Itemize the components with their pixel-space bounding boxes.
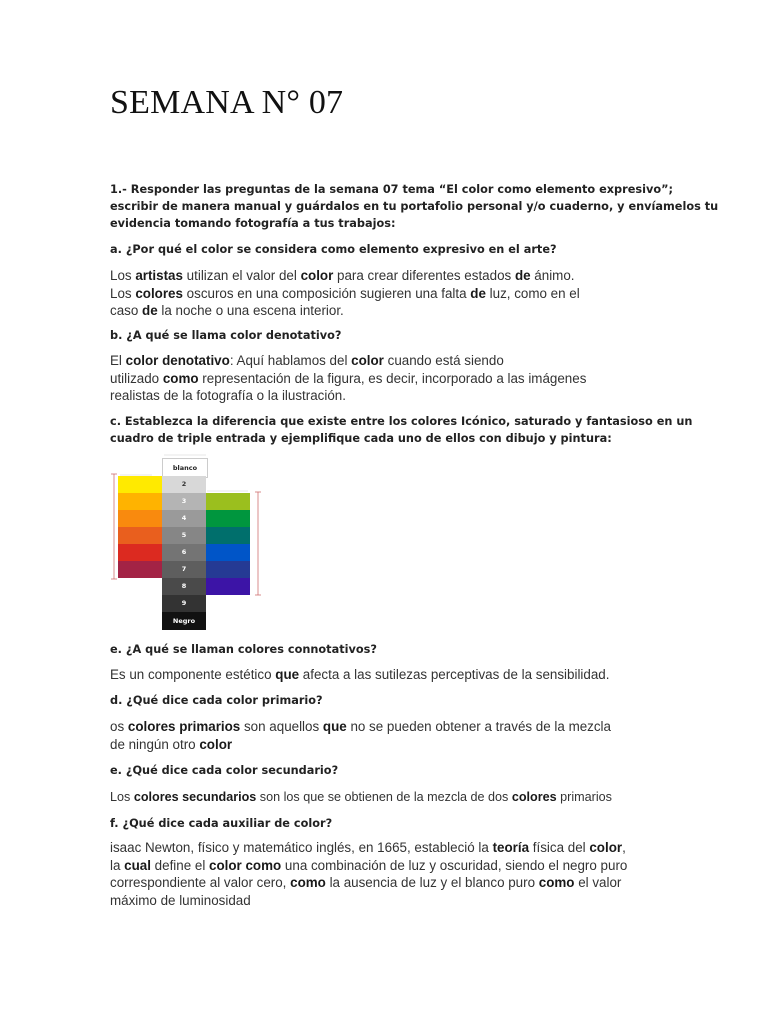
text-segment: la ausencia de luz y el blanco puro — [325, 875, 539, 890]
question-e-connotative: e. ¿A qué se llaman colores connotativos? — [110, 643, 377, 656]
chart-cell-label: 8 — [181, 582, 187, 590]
text-segment: una combinación de luz y oscuridad, siendo el negro puro — [281, 857, 628, 873]
bold-text: teoría — [492, 840, 530, 855]
chart-cell-cool — [206, 561, 250, 578]
text-segment: utilizan el valor del — [182, 268, 301, 283]
text-segment: física del — [529, 840, 590, 855]
color-value-chart — [108, 452, 268, 632]
answer-line: realistas de la fotografía o la ilustración. — [110, 388, 346, 403]
question-a: a. ¿Por qué el color se considera como elemento expresivo en el arte? — [110, 243, 557, 256]
text-segment: para crear diferentes estados — [333, 268, 515, 283]
text-segment: el valor — [574, 875, 622, 890]
question-b: b. ¿A qué se llama color denotativo? — [110, 329, 342, 342]
chart-cell-label: 4 — [181, 514, 187, 522]
bold-text: de — [142, 303, 158, 318]
text-segment: Los — [110, 268, 136, 283]
bold-text: colores — [135, 285, 183, 301]
answer-line — [110, 370, 586, 388]
bold-text: de — [514, 268, 531, 283]
intro-instructions — [110, 181, 718, 232]
chart-cell-cool — [206, 493, 250, 510]
question-d: d. ¿Qué dice cada color primario? — [110, 694, 323, 707]
text-segment: son los que se obtienen de la mezcla de dos — [256, 790, 512, 804]
chart-cell-warm — [118, 493, 162, 510]
answer-f — [110, 839, 627, 909]
bold-text: color — [351, 353, 384, 368]
bold-text: color como — [209, 857, 282, 873]
chart-cell-warm — [118, 544, 162, 561]
chart-cell-gray — [162, 476, 206, 493]
chart-cell-label: 5 — [181, 531, 187, 539]
text-segment: representación de la figura, es decir, incorporado a las imágenes — [198, 370, 587, 386]
answer-a — [110, 267, 580, 320]
answer-e-connotative — [110, 666, 609, 684]
answer-line — [110, 736, 611, 754]
answer-line: máximo de luminosidad — [110, 892, 251, 908]
chart-cell-label: 9 — [181, 599, 187, 607]
chart-cell-white — [162, 458, 208, 478]
chart-cell-gray — [162, 578, 206, 595]
text-segment: caso — [110, 303, 143, 318]
bold-text: color — [199, 736, 233, 752]
intro-line: 1.- Responder las preguntas de la semana 07 tema “El color como elemento expresivo”; — [110, 183, 674, 196]
chart-cell-label: Negro — [172, 616, 196, 625]
chart-cell-warm — [118, 510, 162, 527]
text-segment: ánimo. — [530, 268, 575, 283]
question-line: c. Establezca la diferencia que existe entre los colores Icónico, saturado y fantasioso en un — [110, 415, 693, 428]
text-segment: , — [622, 840, 626, 855]
answer-line — [110, 267, 580, 285]
chart-cell-gray — [162, 544, 206, 561]
answer-line — [110, 718, 611, 736]
question-e-secondary: e. ¿Qué dice cada color secundario? — [110, 764, 339, 777]
chart-cell-cool — [206, 578, 250, 595]
chart-cell-cool — [206, 510, 250, 527]
text-segment: luz, como en el — [485, 285, 580, 301]
bold-text: artistas — [135, 268, 183, 283]
text-segment: oscuros en una composición sugieren una falta — [182, 285, 471, 301]
chart-cell-label: blanco — [172, 463, 198, 472]
answer-line — [110, 302, 580, 320]
chart-cell-gray — [162, 527, 206, 544]
answer-line — [110, 857, 627, 875]
bold-text: de — [470, 285, 486, 301]
text-segment: define el — [150, 857, 210, 873]
chart-cell-label: 2 — [181, 480, 187, 488]
text-segment: utilizado — [110, 370, 163, 386]
page-title: SEMANA N° 07 — [110, 84, 344, 121]
text-segment: no se pueden obtener a través de la mezcla — [346, 719, 611, 734]
text-segment: afecta a las sutilezas perceptivas de la sensibilidad. — [299, 667, 610, 682]
text-segment: os — [110, 719, 128, 734]
text-segment: cuando está siendo — [383, 353, 504, 368]
bold-text: como — [538, 875, 575, 890]
answer-d — [110, 718, 611, 753]
bold-text: como — [290, 875, 326, 890]
answer-e-secondary — [110, 789, 612, 807]
text-segment: isaac Newton, físico y matemático inglés, en 1665, estableció la — [110, 840, 493, 855]
bold-text: colores secundarios — [133, 790, 257, 804]
chart-cell-gray — [162, 493, 206, 510]
text-segment: de ningún otro — [110, 736, 200, 752]
bold-text: cual — [124, 857, 151, 873]
text-segment: la — [110, 857, 125, 873]
question-f: f. ¿Qué dice cada auxiliar de color? — [110, 817, 333, 830]
intro-line: evidencia tomando fotografía a tus trabajos: — [110, 217, 396, 230]
chart-cell-black — [162, 612, 206, 630]
text-segment: primarios — [556, 790, 612, 804]
bold-text: color — [589, 840, 623, 855]
answer-line — [110, 285, 580, 303]
chart-cell-warm — [118, 561, 162, 578]
chart-cell-warm — [118, 527, 162, 544]
chart-cell-cool — [206, 544, 250, 561]
text-segment: la noche o una escena interior. — [157, 303, 344, 318]
bold-text: colores — [511, 790, 557, 804]
chart-cell-gray — [162, 510, 206, 527]
answer-line — [110, 352, 586, 370]
text-segment: Los — [110, 285, 136, 301]
answer-line — [110, 839, 627, 857]
chart-cell-label: 6 — [181, 548, 187, 556]
answer-line — [110, 666, 609, 684]
answer-line — [110, 874, 627, 892]
bold-text: color — [300, 268, 334, 283]
bold-text: que — [275, 667, 300, 682]
text-segment: El — [110, 353, 126, 368]
text-segment: Los — [110, 790, 134, 804]
intro-line: escribir de manera manual y guárdalos en tu portafolio personal y/o cuaderno, y envíamelos tu — [110, 200, 719, 213]
bold-text: que — [322, 719, 347, 734]
text-segment: Es un componente estético — [110, 667, 276, 682]
question-c — [110, 413, 692, 447]
bold-text: color denotativo — [125, 353, 230, 368]
text-segment: : Aquí hablamos del — [229, 353, 352, 368]
question-line: cuadro de triple entrada y ejemplifique cada uno de ellos con dibujo y pintura: — [110, 432, 612, 445]
chart-cell-gray — [162, 595, 206, 612]
chart-cell-label: 3 — [181, 497, 187, 505]
chart-cell-cool — [206, 527, 250, 544]
text-segment: son aquellos — [240, 719, 323, 734]
text-segment: correspondiente al valor cero, — [110, 875, 291, 890]
chart-cell-label: 7 — [181, 565, 187, 573]
chart-cell-warm — [118, 476, 162, 493]
answer-line — [110, 789, 612, 807]
bold-text: colores primarios — [127, 719, 241, 734]
answer-b — [110, 352, 586, 405]
bold-text: como — [162, 370, 199, 386]
chart-cell-gray — [162, 561, 206, 578]
